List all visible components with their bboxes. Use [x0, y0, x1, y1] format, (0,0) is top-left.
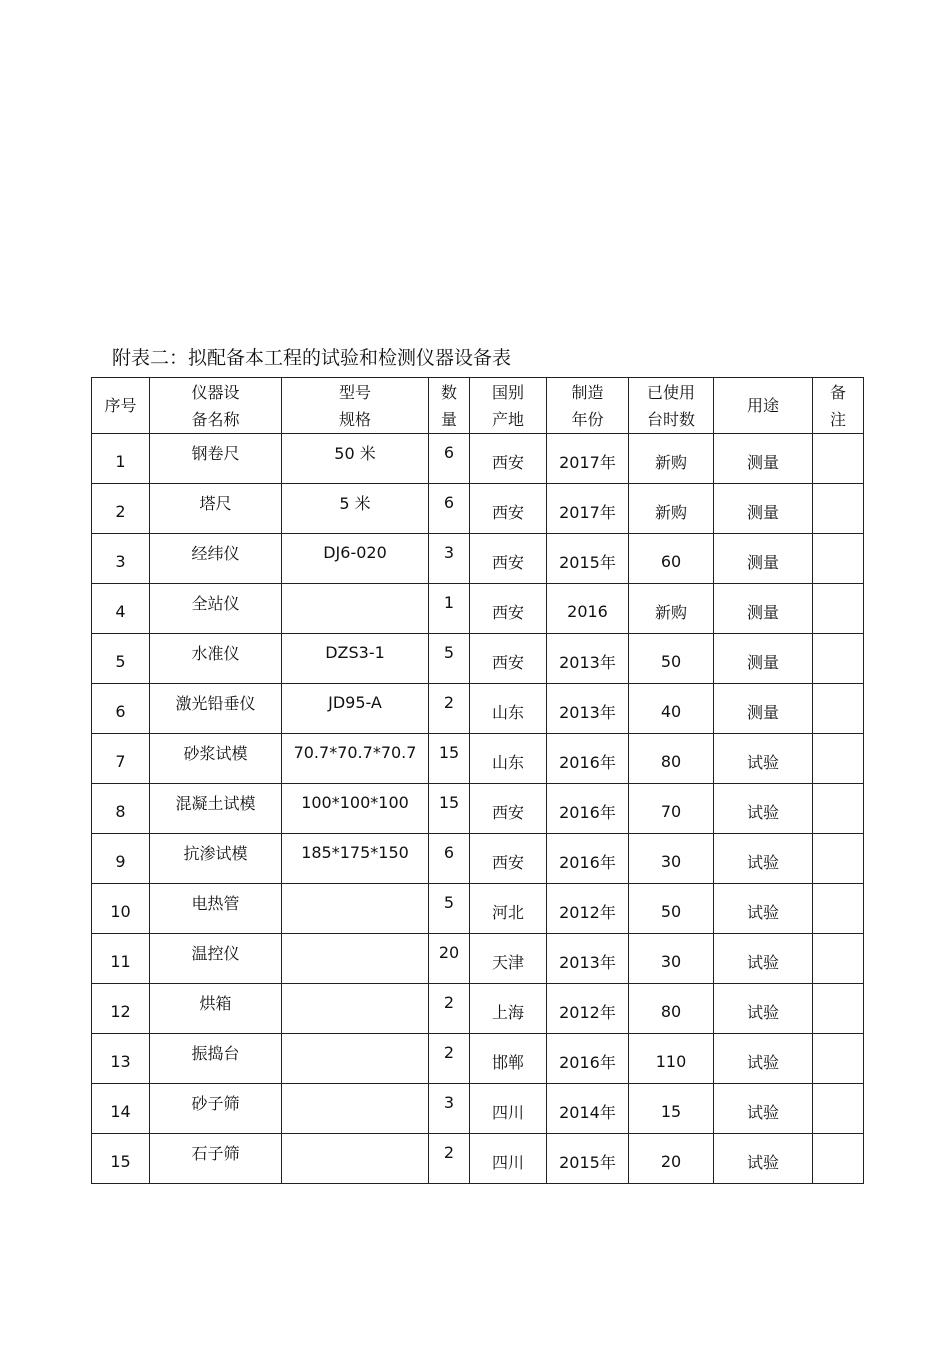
- cell-year: 2016年: [547, 1034, 629, 1084]
- cell-model: DJ6-020: [282, 534, 429, 584]
- cell-origin: 邯郸: [470, 1034, 547, 1084]
- table-row: [92, 484, 864, 534]
- cell-use: 试验: [714, 1034, 813, 1084]
- cell-year: 2016年: [547, 834, 629, 884]
- cell-year: 2012年: [547, 884, 629, 934]
- header-origin: 国别 产地: [470, 378, 547, 434]
- cell-qty: 2: [429, 1134, 470, 1184]
- header-qty: 数 量: [429, 378, 470, 434]
- header-model: 型号 规格: [282, 378, 429, 434]
- cell-qty: 6: [429, 484, 470, 534]
- cell-use: 试验: [714, 784, 813, 834]
- cell-year: 2014年: [547, 1084, 629, 1134]
- cell-note: [813, 834, 864, 884]
- cell-name: 电热管: [150, 884, 282, 934]
- cell-no: 5: [92, 634, 150, 684]
- table-row: [92, 584, 864, 634]
- cell-model: 5 米: [282, 484, 429, 534]
- cell-qty: 6: [429, 834, 470, 884]
- cell-year: 2013年: [547, 684, 629, 734]
- cell-name: 抗渗试模: [150, 834, 282, 884]
- cell-origin: 山东: [470, 684, 547, 734]
- table-row: [92, 1134, 864, 1184]
- cell-name: 全站仪: [150, 584, 282, 634]
- cell-hours: 50: [629, 884, 714, 934]
- cell-origin: 上海: [470, 984, 547, 1034]
- cell-qty: 5: [429, 634, 470, 684]
- cell-qty: 20: [429, 934, 470, 984]
- cell-hours: 70: [629, 784, 714, 834]
- header-name: 仪器设 备名称: [150, 378, 282, 434]
- table-row: [92, 1084, 864, 1134]
- cell-origin: 天津: [470, 934, 547, 984]
- cell-note: [813, 784, 864, 834]
- cell-qty: 5: [429, 884, 470, 934]
- cell-model: [282, 984, 429, 1034]
- cell-qty: 3: [429, 1084, 470, 1134]
- cell-qty: 2: [429, 1034, 470, 1084]
- cell-note: [813, 684, 864, 734]
- equipment-table: [91, 377, 864, 1184]
- cell-note: [813, 934, 864, 984]
- cell-qty: 6: [429, 434, 470, 484]
- cell-model: [282, 1034, 429, 1084]
- cell-no: 11: [92, 934, 150, 984]
- cell-hours: 60: [629, 534, 714, 584]
- cell-model: 70.7*70.7*70.7: [282, 734, 429, 784]
- cell-qty: 3: [429, 534, 470, 584]
- cell-model: 185*175*150: [282, 834, 429, 884]
- cell-note: [813, 634, 864, 684]
- cell-origin: 山东: [470, 734, 547, 784]
- cell-use: 试验: [714, 834, 813, 884]
- cell-year: 2012年: [547, 984, 629, 1034]
- cell-name: 砂子筛: [150, 1084, 282, 1134]
- cell-name: 振捣台: [150, 1034, 282, 1084]
- cell-hours: 15: [629, 1084, 714, 1134]
- cell-origin: 西安: [470, 484, 547, 534]
- cell-note: [813, 1084, 864, 1134]
- cell-use: 试验: [714, 1134, 813, 1184]
- cell-no: 12: [92, 984, 150, 1034]
- cell-origin: 西安: [470, 534, 547, 584]
- cell-origin: 西安: [470, 834, 547, 884]
- cell-hours: 20: [629, 1134, 714, 1184]
- cell-name: 塔尺: [150, 484, 282, 534]
- cell-name: 砂浆试模: [150, 734, 282, 784]
- header-year: 制造 年份: [547, 378, 629, 434]
- cell-origin: 四川: [470, 1084, 547, 1134]
- table-row: [92, 434, 864, 484]
- cell-model: 100*100*100: [282, 784, 429, 834]
- cell-name: 温控仪: [150, 934, 282, 984]
- table-title: 附表二：拟配备本工程的试验和检测仪器设备表: [112, 347, 512, 369]
- cell-hours: 40: [629, 684, 714, 734]
- cell-hours: 110: [629, 1034, 714, 1084]
- cell-no: 10: [92, 884, 150, 934]
- cell-no: 2: [92, 484, 150, 534]
- cell-note: [813, 984, 864, 1034]
- table-row: [92, 1034, 864, 1084]
- table-row: [92, 934, 864, 984]
- cell-year: 2016年: [547, 784, 629, 834]
- cell-model: [282, 934, 429, 984]
- cell-name: 激光铅垂仪: [150, 684, 282, 734]
- cell-no: 1: [92, 434, 150, 484]
- cell-origin: 西安: [470, 784, 547, 834]
- header-no: 序号: [92, 378, 150, 434]
- cell-use: 试验: [714, 934, 813, 984]
- cell-origin: 四川: [470, 1134, 547, 1184]
- cell-name: 钢卷尺: [150, 434, 282, 484]
- cell-hours: 新购: [629, 484, 714, 534]
- header-row: [92, 378, 864, 434]
- cell-model: [282, 1134, 429, 1184]
- cell-no: 9: [92, 834, 150, 884]
- cell-use: 试验: [714, 984, 813, 1034]
- header-note: 备 注: [813, 378, 864, 434]
- cell-hours: 30: [629, 934, 714, 984]
- cell-qty: 15: [429, 734, 470, 784]
- cell-use: 试验: [714, 884, 813, 934]
- cell-model: JD95-A: [282, 684, 429, 734]
- table-row: [92, 684, 864, 734]
- cell-use: 试验: [714, 1084, 813, 1134]
- cell-no: 6: [92, 684, 150, 734]
- cell-no: 7: [92, 734, 150, 784]
- cell-note: [813, 734, 864, 784]
- table-row: [92, 984, 864, 1034]
- cell-note: [813, 534, 864, 584]
- cell-use: 测量: [714, 434, 813, 484]
- cell-year: 2017年: [547, 484, 629, 534]
- table-row: [92, 834, 864, 884]
- cell-qty: 15: [429, 784, 470, 834]
- cell-model: [282, 584, 429, 634]
- cell-qty: 1: [429, 584, 470, 634]
- cell-origin: 西安: [470, 634, 547, 684]
- table-row: [92, 884, 864, 934]
- cell-model: DZS3-1: [282, 634, 429, 684]
- cell-year: 2016: [547, 584, 629, 634]
- cell-no: 13: [92, 1034, 150, 1084]
- cell-note: [813, 584, 864, 634]
- cell-note: [813, 1134, 864, 1184]
- cell-year: 2015年: [547, 534, 629, 584]
- cell-hours: 80: [629, 734, 714, 784]
- cell-hours: 50: [629, 634, 714, 684]
- cell-no: 15: [92, 1134, 150, 1184]
- cell-note: [813, 434, 864, 484]
- cell-origin: 西安: [470, 584, 547, 634]
- cell-year: 2013年: [547, 634, 629, 684]
- cell-qty: 2: [429, 684, 470, 734]
- cell-model: [282, 884, 429, 934]
- cell-no: 8: [92, 784, 150, 834]
- cell-note: [813, 1034, 864, 1084]
- cell-year: 2015年: [547, 1134, 629, 1184]
- table-row: [92, 534, 864, 584]
- cell-year: 2013年: [547, 934, 629, 984]
- cell-note: [813, 884, 864, 934]
- cell-name: 石子筛: [150, 1134, 282, 1184]
- cell-hours: 新购: [629, 584, 714, 634]
- header-hours: 已使用 台时数: [629, 378, 714, 434]
- cell-model: [282, 1084, 429, 1134]
- cell-no: 4: [92, 584, 150, 634]
- cell-note: [813, 484, 864, 534]
- cell-use: 试验: [714, 734, 813, 784]
- cell-model: 50 米: [282, 434, 429, 484]
- cell-no: 3: [92, 534, 150, 584]
- cell-name: 烘箱: [150, 984, 282, 1034]
- header-use: 用途: [714, 378, 813, 434]
- table-row: [92, 634, 864, 684]
- cell-no: 14: [92, 1084, 150, 1134]
- cell-origin: 河北: [470, 884, 547, 934]
- cell-use: 测量: [714, 634, 813, 684]
- table-row: [92, 784, 864, 834]
- cell-use: 测量: [714, 534, 813, 584]
- cell-year: 2016年: [547, 734, 629, 784]
- cell-origin: 西安: [470, 434, 547, 484]
- cell-name: 混凝土试模: [150, 784, 282, 834]
- cell-qty: 2: [429, 984, 470, 1034]
- cell-hours: 30: [629, 834, 714, 884]
- cell-hours: 新购: [629, 434, 714, 484]
- cell-use: 测量: [714, 584, 813, 634]
- cell-name: 水准仪: [150, 634, 282, 684]
- cell-use: 测量: [714, 684, 813, 734]
- cell-hours: 80: [629, 984, 714, 1034]
- table-row: [92, 734, 864, 784]
- cell-year: 2017年: [547, 434, 629, 484]
- cell-name: 经纬仪: [150, 534, 282, 584]
- cell-use: 测量: [714, 484, 813, 534]
